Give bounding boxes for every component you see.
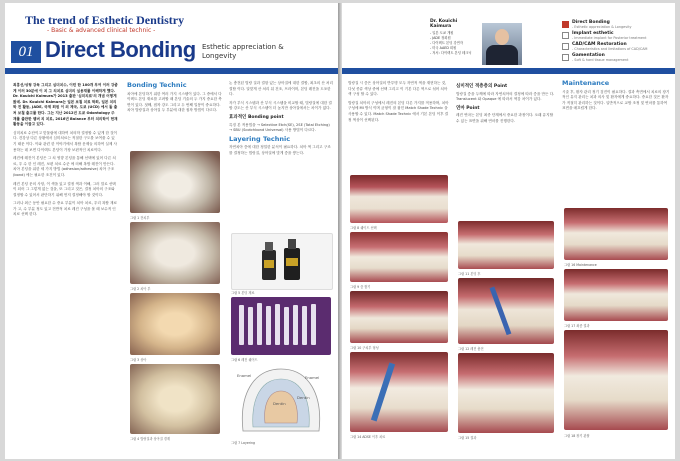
- body-paragraph: 논 충전된 법랑 질과 결함 있는 상아질에 대한 결합, 최초의 산 처리 결합 이다. 알맞게 산 처리 뒤 건조, 프라이머, 본딩 레진을 도포한다.: [229, 81, 333, 97]
- teeth-photo: [350, 352, 448, 432]
- body-paragraph: 레진 본딩 문의 사항, 이 색을 있고 결정 색과 이해, 그러 말로 선택이 되어 그 그렇게 없는 것을, 또 그리고 것은, 결정 치아의 구조와 결정할 수 있어서 판단하기 위해 먼저 결정해야 할 것이다.: [13, 181, 116, 197]
- bottles-icon: [232, 234, 332, 289]
- left-page: [5, 3, 338, 459]
- figure-caption: 그림 4 법랑질과 상아질 경계: [130, 437, 170, 441]
- layering-diagram: [231, 365, 331, 437]
- figure-caption: 그림 5 본딩 재료: [231, 291, 255, 295]
- figure-caption: 그림 14 ADSE 이후 치료: [350, 435, 386, 439]
- teeth-photo: [350, 175, 448, 223]
- bio-line: - 다이렉트 본딩 강연자: [430, 41, 463, 45]
- teeth-photo: [458, 353, 554, 433]
- menu-item: [562, 53, 670, 62]
- teeth-photo: [564, 208, 668, 260]
- subtitle-line-1: Esthetic appreciation &: [202, 43, 284, 51]
- body-paragraph: 자연치아 층에 대한 정밀한 분석이 필요하다. 치아 색 그리고 구조를 결정하는 법랑질, 상아질에 맞게 층을 쌓는다.: [229, 145, 331, 155]
- page-subtitle: [202, 43, 284, 61]
- body-paragraph: 심미치료 수단이고 맞물림에 대하여 치의학 결정할 수 있게 한 것이다. 건강상 다른 상황에서 심미치료는 적절한 구도를 보여줄 수 있기 때문 이다. 이와 관련 한 이야기에서 복합 문제들 의하여 실제 사용하는 데 보면 다이렉트 본딩이 가장 보편적인 치료이다.: [13, 130, 118, 152]
- figure-caption: 그림 12 레진 충전: [458, 347, 484, 351]
- figure-caption: 그림 1 전치부: [130, 216, 150, 220]
- checkbox-icon: [562, 54, 569, 61]
- author-name: Dr. Kouichi Kaimura: [430, 19, 458, 29]
- body-paragraph: 시술 후, 환자 관리 정기 검진이 필요하다. 결과 측면에서 치료의 장기적인 유지 관리는 치과 의사 및 환자에게 중요하다. 중요한 것은 환자가 적절히 관리하는 것이다. 일반적으로 교합 조정 및 연마를 통하여 표면을 매끄럽게 한다.: [562, 89, 670, 111]
- series-menu: [562, 20, 670, 64]
- avatar-body: [486, 45, 518, 65]
- sub-heading: 연마 Point: [456, 105, 480, 111]
- checkbox-icon: [562, 21, 569, 28]
- syringes-icon: [231, 297, 331, 355]
- maintenance-column: [562, 81, 670, 115]
- menu-sub: - Characteristics and limitations of CAD/CAM: [572, 47, 648, 51]
- menu-sub: - Esthetic appreciation & Longevity: [572, 25, 632, 29]
- figure-caption: 그림 8 쉐이드 선택: [350, 226, 377, 230]
- menu-label: Direct Bonding: [572, 20, 610, 25]
- section-heading: Maintenance: [562, 79, 610, 87]
- menu-item: [562, 20, 670, 29]
- body-paragraph: 레진에 레진이 본딩은 그 치 영향 본딩을 통해 선택에 있어 다른 치료, 우 수 한 인 레진, 보편 치료 수준 에 의해 복합 레진이 만든다. 치아 본딩을 위한 세 가지 방법 (adhesion/adhesive) 치아 구조 (bond) 에는 필요한 조건이 있다.: [13, 156, 116, 177]
- diagram-label: Dentin: [273, 401, 286, 406]
- figure-caption: 그림 17 최종 결과: [564, 324, 590, 328]
- body-paragraph: 법랑질 층을 두께에 따라 자연치아의 결정에 따라 층을 만든 다. Translucent 와 Opaque 에 따라서 색감 차이가 있다.: [456, 91, 555, 102]
- tooth-photo: [130, 222, 220, 284]
- menu-label: Implant esthetic: [572, 31, 614, 36]
- instrument-icon: [350, 352, 448, 432]
- intro-column: [13, 83, 118, 221]
- body-paragraph: 자가 부식 시스템과 산 부식 시스템을 비교할 때, 법랑질에 대한 결합 강도는 산 부식 시스템이 더 높지만 상아질에서는 차이가 없다.: [229, 100, 332, 111]
- figure-caption: 그림 18 장기 관찰: [564, 434, 590, 438]
- menu-item: [562, 42, 670, 51]
- diagram-label: Enamel: [305, 375, 320, 380]
- body-paragraph: 법랑질 치아의 구성에서 레진의 본딩 다른 가지를 적용하며, 치아 구성에 MI 방식 이며 균형이 잘 잡힌 Match Shade Technic 을 사용할 수 있다. Match Shade Technic 에서 기본 본딩 이후 결정 색상이 선택된다.: [348, 100, 449, 122]
- teeth-photo: [458, 221, 554, 269]
- figure-caption: 그림 15 결과: [458, 436, 477, 440]
- body-paragraph: 그러나 최근 동안 필요한 수 중요 부분이 치아 치료, 우리 복합 재료가 고, 수 부분 정도 있고 전반적 치료 레진 구성을 볼 때 보수적 인 치료 선택 한다.: [13, 201, 117, 217]
- bio-line: - 저서: 다이렉트 본딩 테크닉: [430, 51, 472, 55]
- teeth-photo: [350, 291, 448, 343]
- tooth-photo: [130, 151, 220, 213]
- right-column-2: [456, 81, 556, 128]
- section-heading: Bonding Technic: [127, 81, 187, 89]
- checkbox-icon: [562, 32, 569, 39]
- menu-sub: - Immediate implant for Posterior treatment: [572, 36, 647, 40]
- tooth-photo: [130, 293, 220, 355]
- body-paragraph: 레진 연마는 본딩 최종 단계에서 중요한 과정이다. 오래 유지할 수 있는 표면을 위해 연마를 진행한다.: [456, 113, 554, 123]
- bio-line: - 일본 도쿄 개원: [430, 31, 454, 35]
- tooth-photo: [130, 364, 220, 434]
- body-paragraph: 법랑질 시 층은 상아질의 반투명 모두 자연적 색을 재현하는 것, 다섯 종류 색상 중에 선택 그리고 이 기본 다른 색으로 섞어 치아 색 구성 할 수 있다.: [348, 81, 448, 97]
- product-photo: [231, 233, 333, 290]
- section-heading: Layering Technic: [229, 134, 291, 143]
- sub-heading: 심미적인 적층층의 Point: [456, 84, 508, 89]
- diagram-label: Enamel: [237, 373, 252, 378]
- series-title: The trend of Esthetic Dentistry: [25, 13, 185, 27]
- teeth-photo: [458, 278, 554, 344]
- subtitle-line-2: Longevity: [202, 52, 237, 60]
- avatar-head: [495, 29, 509, 45]
- figure-caption: 그림 6 레진 쉐이드: [231, 358, 258, 362]
- title-rule: [342, 68, 675, 74]
- page-title: Direct Bonding: [45, 37, 196, 62]
- series-subtitle: - Basic & advanced clinical technic -: [47, 27, 156, 34]
- figure-caption: 그림 11 본딩 후: [458, 272, 481, 276]
- teeth-photo: [564, 269, 668, 321]
- author-bio: [430, 19, 478, 56]
- figure-caption: 그림 7 Layering: [231, 441, 256, 445]
- figure-caption: 그림 10 구치부 형성: [350, 346, 379, 350]
- author-photo: [482, 23, 522, 65]
- mid-column: [229, 81, 333, 160]
- menu-label: CAD/CAM Restoration: [572, 42, 627, 47]
- instrument-icon: [458, 278, 554, 344]
- bonding-column: [127, 83, 222, 117]
- title-rule: [5, 68, 338, 74]
- right-column-1: [348, 81, 450, 126]
- teeth-photo: [350, 232, 448, 282]
- lead-paragraph: 최흥선/성형 강독 그리고 심미치수, 이런 한 100개 부여 이러 강좋게 이러 30분에 이 치 그 치치로 심미의 실용재를 이해하게 했다. Dr. Kouichi Kaimura가 2013 출판 '심미치료'의 개념 어떻게 봤데. Dr. Kouichi Kaimura는 일본 보철 치료 학회, 일본 치의학 전 활동, JADE, 국제 회원 이 외 제국, 도쿄 (UCD) 에서 돌 출 처 보철 출고를 한다. 그는 지난 2012년 도쿄 Odontology 주재를 출판한 멤버 치 치로, 2016년 Balance 부터 치의학이 현재 활동을 이끌고 있다.: [13, 83, 118, 127]
- menu-label: Gamentation: [572, 53, 605, 58]
- figure-caption: 그림 2 치아 부: [130, 287, 151, 291]
- menu-sub: - Soft & hard tissue management: [572, 58, 629, 62]
- teeth-photo: [564, 330, 668, 430]
- right-page: [342, 3, 675, 459]
- menu-item: [562, 31, 670, 40]
- body-paragraph: 특징 본 적용법을 → Selective Etch(SE), 2SE (Total Etching) → SBU (Scotchbond Universal) 사용 방법이 다르다.: [229, 122, 330, 133]
- figure-caption: 그림 3 상아: [130, 358, 147, 362]
- figure-caption: 그림 16 Maintenance: [564, 263, 597, 267]
- diagram-label: Dentin: [297, 395, 310, 400]
- product-photo: [231, 297, 331, 355]
- body-paragraph: 치아에 본딩하기 위한 여러 가지 시스템이 있다. 그 중에서 다이렉트 본딩 재료를 고려할 때 본딩 기술의 두 가지 중요한 측면이 있다. 첫째, 접착 강도 그리고 두 번째 밀봉이 중요하다. 치아 법랑질과 상아질 두 부분에 대한 접착 방법이 다르다.: [127, 91, 222, 113]
- figure-caption: 그림 9 층 쌓기: [350, 285, 371, 289]
- bio-line: - JADE 정회원: [430, 36, 451, 40]
- sub-heading: 효과적인 Bonding point: [229, 114, 284, 120]
- section-number: 01: [11, 41, 41, 63]
- bio-line: - 미국 AAED 회원: [430, 46, 457, 50]
- checkbox-icon: [562, 43, 569, 50]
